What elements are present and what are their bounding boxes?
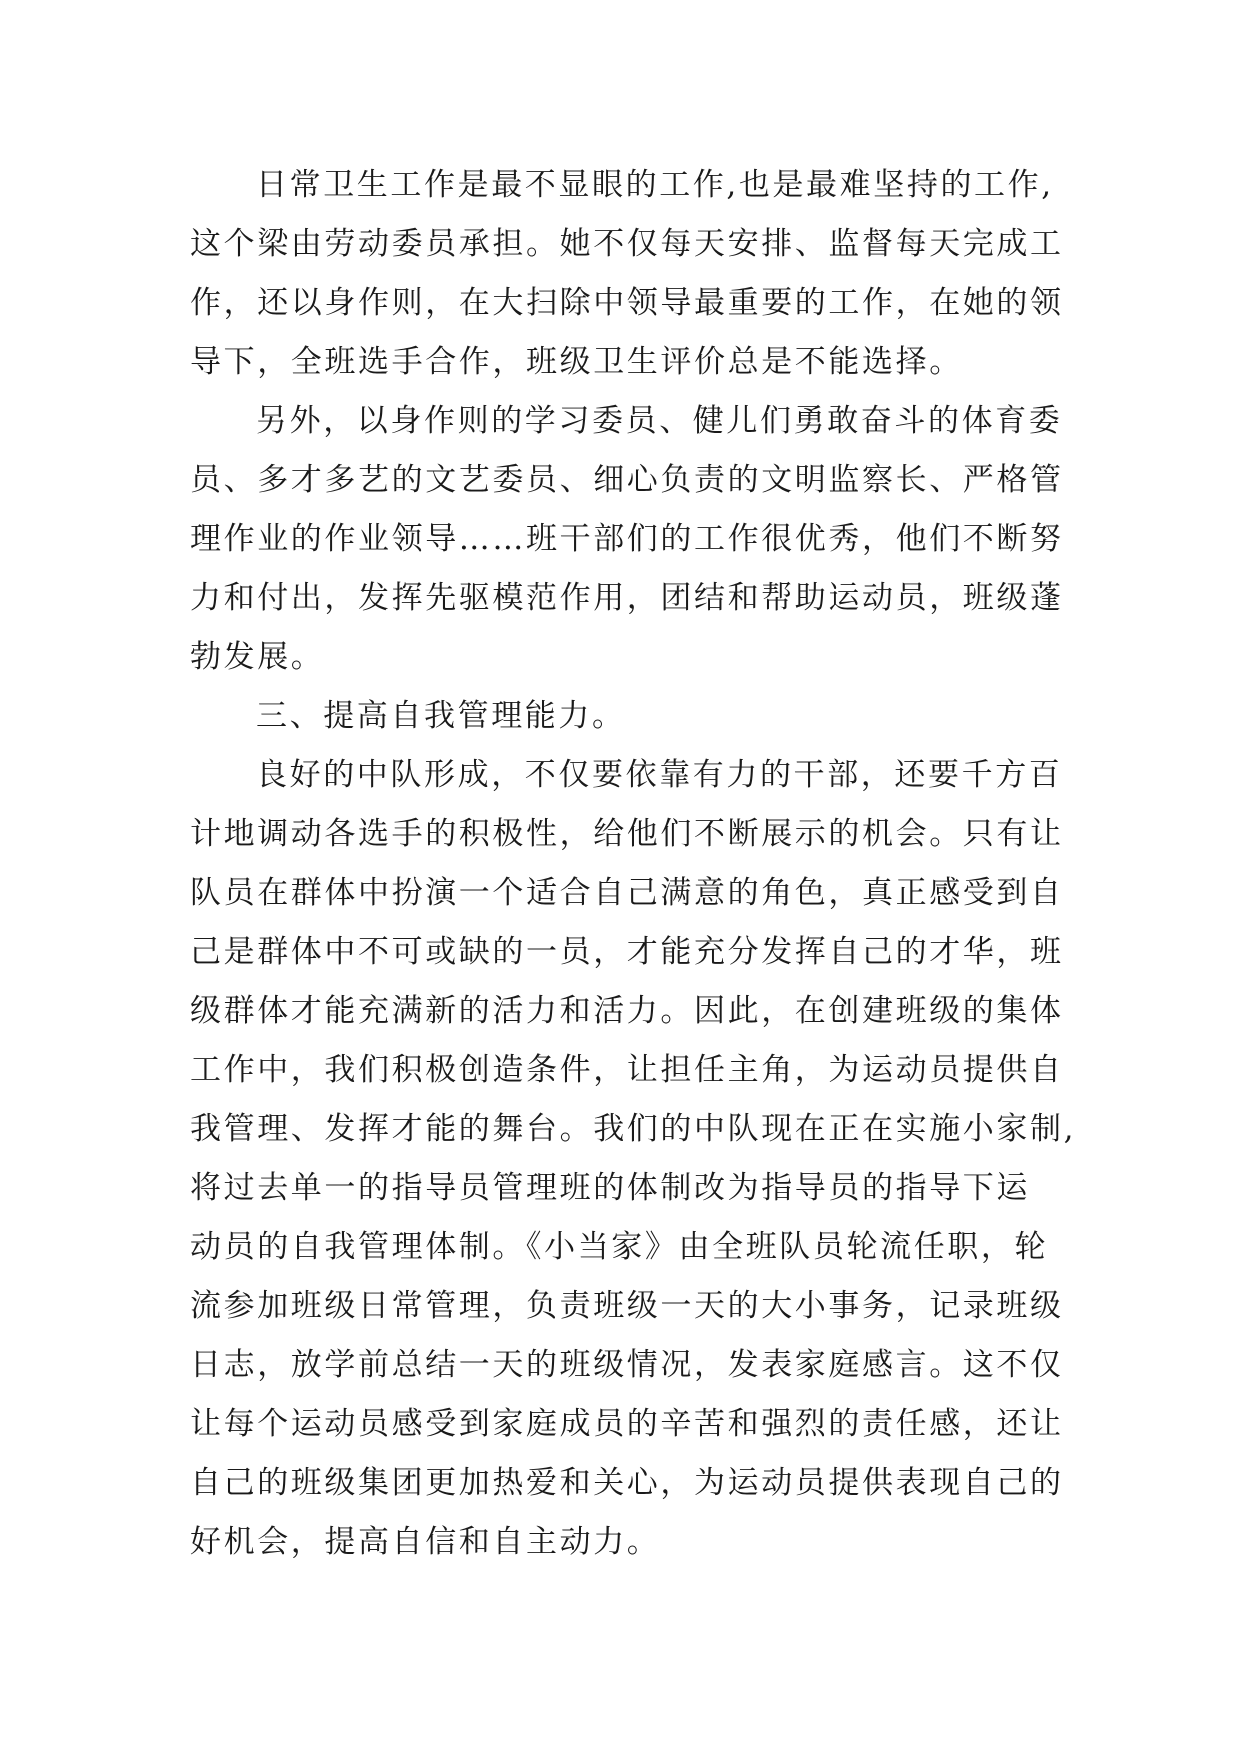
paragraph-line: 流参加班级日常管理，负责班级一天的大小事务，记录班级 <box>190 1288 1064 1324</box>
paragraph-line: 这个梁由劳动委员承担。她不仅每天安排、监督每天完成工 <box>190 226 1064 262</box>
paragraph-line: 动员的自我管理体制。《小当家》由全班队员轮流任职，轮 <box>190 1229 1049 1265</box>
paragraph-line: 级群体才能充满新的活力和活力。因此，在创建班级的集体 <box>190 993 1064 1029</box>
paragraph-line: 另外，以身作则的学习委员、健儿们勇敢奋斗的体育委 <box>256 403 1063 439</box>
paragraph-line: 作，还以身作则，在大扫除中领导最重要的工作，在她的领 <box>190 285 1064 321</box>
paragraph-line: 计地调动各选手的积极性，给他们不断展示的机会。只有让 <box>190 816 1064 852</box>
paragraph-line: 好机会，提高自信和自主动力。 <box>190 1524 661 1560</box>
paragraph-line: 让每个运动员感受到家庭成员的辛苦和强烈的责任感，还让 <box>190 1406 1064 1442</box>
section-heading: 三、提高自我管理能力。 <box>256 698 626 734</box>
paragraph-line: 日志，放学前总结一天的班级情况，发表家庭感言。这不仅 <box>190 1347 1064 1383</box>
paragraph-line: 日常卫生工作是最不显眼的工作,也是最难坚持的工作, <box>256 167 1054 203</box>
paragraph-line: 导下，全班选手合作，班级卫生评价总是不能选择。 <box>190 344 963 380</box>
paragraph-line: 员、多才多艺的文艺委员、细心负责的文明监察长、严格管 <box>190 462 1064 498</box>
paragraph-line: 理作业的作业领导……班干部们的工作很优秀，他们不断努 <box>190 521 1064 557</box>
paragraph-line: 工作中，我们积极创造条件，让担任主角，为运动员提供自 <box>190 1052 1064 1088</box>
paragraph-line: 勃发展。 <box>190 639 325 675</box>
paragraph-line: 良好的中队形成，不仅要依靠有力的干部，还要千方百 <box>256 757 1063 793</box>
paragraph-line: 将过去单一的指导员管理班的体制改为指导员的指导下运 <box>190 1170 1030 1206</box>
paragraph-line: 自己的班级集团更加热爱和关心，为运动员提供表现自己的 <box>190 1465 1064 1501</box>
paragraph-line: 我管理、发挥才能的舞台。我们的中队现在正在实施小家制, <box>190 1111 1077 1147</box>
paragraph-line: 力和付出，发挥先驱模范作用，团结和帮助运动员，班级蓬 <box>190 580 1064 616</box>
paragraph-line: 队员在群体中扮演一个适合自己满意的角色，真正感受到自 <box>190 875 1064 911</box>
paragraph-line: 己是群体中不可或缺的一员，才能充分发挥自己的才华，班 <box>190 934 1064 970</box>
document-body <box>190 156 1077 1572</box>
